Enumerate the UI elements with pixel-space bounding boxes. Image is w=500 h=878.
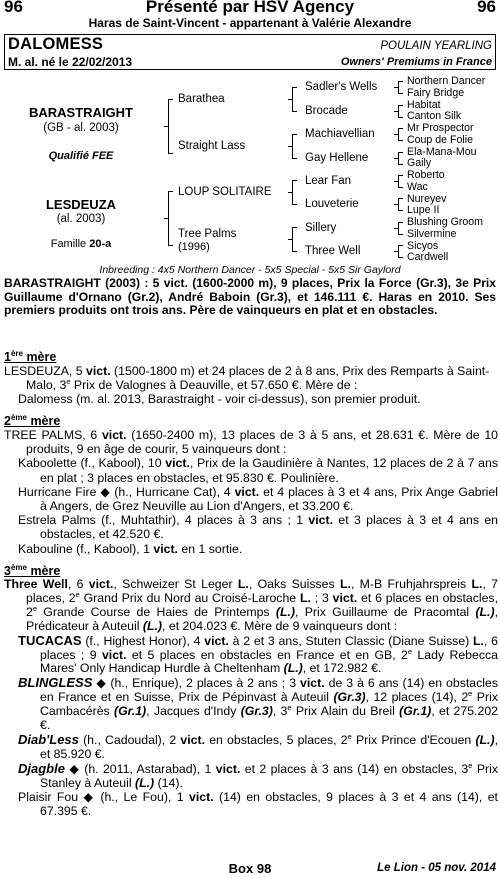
pedigree-gen4-14: Silvermine [407, 228, 457, 240]
pedigree-gen4-1: Northern Dancer [407, 75, 486, 87]
sire-qualification: Qualifié FEE [48, 150, 114, 162]
page-subtitle: Haras de Saint-Vincent - appartenant à Valérie Alexandre [88, 16, 412, 30]
footer-sale-info: Le Lion - 05 nov. 2014 [377, 862, 496, 874]
pedigree-gen2-4-note: (1996) [178, 241, 210, 253]
pedigree-gen3-4: Gay Hellene [305, 152, 369, 164]
produce-tucacas: TUCACAS (f., Highest Honor), 4 vict. à 2 et 3 ans, Stuten Classic (Diane Suisse) L., 6 places ; 9 vict. et 5 places en obstacles en France et en GB, 2e Lady Rebecca Mares' Only Handicap Hurdle à Cheltenham (L.), et 172.982 €. [18, 632, 498, 676]
pedigree-gen4-9: Roberto [407, 169, 445, 181]
pedigree-gen3-8: Three Well [305, 245, 361, 257]
produce-hurricane-fire: Hurricane Fire ◆ (h., Hurricane Cat), 4 vict. et 4 places à 3 et 4 ans, Prix Ange Gabriel à Angers, de Grez Neuville au Lion d'Angers, et 33.200 €. [18, 484, 498, 514]
second-dam-block [4, 428, 498, 556]
dam-info: (al. 2003) [56, 213, 106, 225]
pedigree-gen3-3: Machiavellian [305, 128, 375, 140]
pedigree-gen3-7: Sillery [305, 222, 337, 234]
horse-category: POULAIN YEARLING [380, 40, 492, 52]
produce-blingless: BLINGLESS ◆ (h., Enrique), 2 places à 2 ans ; 3 vict. de 3 à 6 ans (14) en obstacles en France et en Suisse, Prix de Pépinvast à Auteuil (Gr.3), 12 places (14), 2e Prix Cambacérès (Gr.1), Jacques d'Indy (Gr.3), 3e Prix Alain du Breil (Gr.1), et 275.202 €. [18, 675, 498, 733]
pedigree-gen4-12: Lupe II [407, 204, 440, 216]
pedigree-gen2-4: Tree Palms [178, 228, 237, 240]
produce-estrela-palms: Estrela Palms (f., Muhtathir), 4 places à 3 ans ; 1 vict. et 3 places à 3 et 4 ans en obstacles, et 42.520 €. [18, 513, 498, 542]
pedigree-gen4-16: Cardwell [407, 251, 449, 263]
first-dam-entry: LESDEUZA, 5 vict. (1500-1800 m) et 24 places de 2 à 8 ans, Prix des Remparts à Saint-Malo, 3e Prix de Valognes à Deauville, et 57.650 €. Mère de : [4, 364, 490, 393]
page-title: Présenté par HSV Agency [145, 0, 355, 16]
sire-name: BARASTRAIGHT [29, 105, 133, 120]
diamond-icon: ◆ [69, 761, 80, 776]
section-second-dam: 2ème mère [4, 412, 61, 428]
pedigree-gen3-6: Louveterie [305, 198, 359, 210]
produce-djagble: Djagble ◆ (h. 2011, Astarabad), 1 vict. et 2 places à 3 ans (14) en obstacles, 3e Prix Stanley à Auteuil (L.) (14). [18, 760, 498, 790]
footer-box-number: Box 98 [228, 861, 272, 876]
pedigree-gen2-2: Straight Lass [178, 140, 246, 152]
pedigree-gen3-2: Brocade [305, 105, 348, 117]
pedigree-gen4-5: Mr Prospector [407, 122, 474, 134]
lot-number-right: 96 [477, 0, 496, 16]
horse-birth: M. al. né le 22/02/2013 [8, 55, 133, 69]
section-third-dam: 3ème mère [4, 562, 61, 578]
pedigree-gen3-5: Lear Fan [305, 175, 352, 187]
pedigree-gen4-15: Sicyos [407, 240, 439, 252]
pedigree-gen2-3: LOUP SOLITAIRE [178, 186, 272, 198]
diamond-icon: ◆ [83, 789, 95, 804]
lot-number-left: 96 [4, 0, 23, 16]
pedigree-gen4-8: Gaily [407, 157, 432, 169]
pedigree-gen4-13: Blushing Groom [407, 216, 483, 228]
third-dam-entry: Three Well, 6 vict., Schweizer St Leger L., Oaks Suisses L., M-B Fruhjahrspreis L., 7 places, 2e Grand Prix du Nord au Croisé-Laroche L. ; 3 vict. et 6 places en obstacles, 2e Grande Course de Haies de Printemps (L.), Prix Guillaume de Pracomtal (L.), Prédicateur à Auteuil (L.), et 204.023 €. Mère de 9 vainqueurs dont : [4, 577, 498, 633]
pedigree-gen4-11: Nureyev [407, 193, 447, 205]
horse-name: DALOMESS [8, 35, 104, 53]
inbreeding-note: Inbreeding : 4x5 Northern Dancer - 5x5 Special - 5x5 Sir Gaylord [99, 264, 401, 276]
first-dam-produce: Dalomess (m. al. 2013, Barastraight - voir ci-dessus), son premier produit. [18, 392, 421, 407]
dam-family: Famille 20-a [50, 238, 112, 250]
first-dam-block [4, 364, 498, 407]
third-dam-block [4, 578, 498, 818]
diamond-icon: ◆ [96, 676, 107, 691]
produce-kaboolette: Kaboolette (f., Kabool), 10 vict., Prix de la Gaudinière à Nantes, 12 places de 2 à 7 ans en plat ; 3 places en obstacles, et 95.830 €. Poulinière. [18, 456, 498, 485]
section-first-dam: 1ère mère [4, 348, 57, 364]
dam-name: LESDEUZA [45, 197, 117, 212]
pedigree-gen4-6: Coup de Folie [407, 134, 473, 146]
pedigree-gen4-10: Wac [407, 181, 428, 193]
pedigree-gen4-3: Habitat [407, 99, 441, 111]
owners-premiums: Owners' Premiums in France [340, 56, 492, 68]
produce-plaisir-fou: Plaisir Fou ◆ (h., Le Fou), 1 vict. (14) en obstacles, 9 places à 3 et 4 ans (14), et 67.395 €. [18, 789, 498, 818]
pedigree-gen2-1: Barathea [178, 93, 225, 105]
sire-paragraph: BARASTRAIGHT (2003) : 5 vict. (1600-2000 m), 9 places, Prix la Force (Gr.3), 3e Prix Guillaume d'Ornano (Gr.2), André Baboin (Gr.3), et 146.111 €. Haras en 2010. Ses premiers produits ont trois ans. Père de vainqueurs en plat et en obstacles. [4, 276, 496, 318]
pedigree-gen3-1: Sadler's Wells [305, 81, 378, 93]
sire-info: (GB - al. 2003) [43, 122, 119, 134]
pedigree-gen4-4: Canton Silk [407, 110, 462, 122]
diamond-icon: ◆ [100, 484, 111, 499]
pedigree-gen4-2: Fairy Bridge [407, 87, 465, 99]
pedigree-gen4-7: Ela-Mana-Mou [407, 146, 477, 158]
produce-kabouline: Kabouline (f., Kabool), 1 vict. en 1 sortie. [18, 541, 243, 556]
second-dam-entry: TREE PALMS, 6 vict. (1650-2400 m), 13 places de 3 à 5 ans, et 28.631 €. Mère de 10 produits, 9 en âge de courir, 5 vainqueurs dont : [4, 428, 498, 457]
produce-diabless: Diab'Less (h., Cadoudal), 2 vict. en obstacles, 5 places, 2e Prix Prince d'Ecouen (L.), et 85.920 €. [18, 731, 498, 761]
